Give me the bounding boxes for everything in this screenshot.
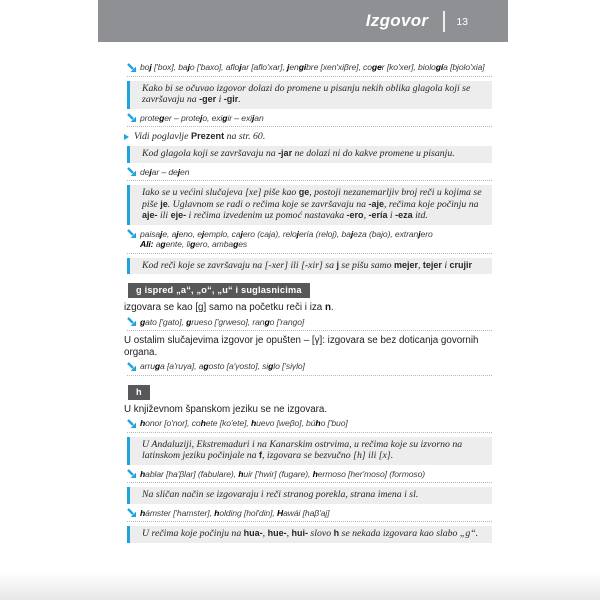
- note-box: [127, 258, 492, 275]
- example-line: [127, 317, 492, 332]
- example-text: [140, 229, 433, 250]
- example-arrow-icon: [127, 63, 140, 73]
- example-arrow-icon: [127, 317, 140, 327]
- example-line: [127, 469, 492, 484]
- example-text-line2: Ali: agente, ligero, ambages: [140, 239, 248, 249]
- example-line: [127, 361, 492, 376]
- note-text: Na sličan način se izgovaraju i reči stranog porekla, strana imena i sl.: [142, 489, 419, 500]
- note-text: U Andaluziji, Ekstremaduri i na Kanarskim ostrvima, u rečima koje su izvorno na latinskom jeziku počinjale na f, izgovara se bezvučno [h] ili [x].: [142, 438, 463, 461]
- section-header-label: g ispred „a“, „o“, „u“ i suglasnicima: [128, 283, 310, 298]
- example-line: [127, 167, 492, 182]
- note-box: [127, 81, 492, 109]
- note-box: [127, 487, 492, 504]
- note-box: [127, 146, 492, 163]
- page-bottom-shadow: [0, 572, 600, 600]
- page-content: [124, 62, 492, 547]
- note-text: U rečima koje počinju na hua-, hue-, hui- slovo h se nekada izgovara kao slabo „g“.: [142, 528, 479, 539]
- example-text-line1: paisaje, ajeno, ejemplo, cajero (caja), relojería (reloj), bajeza (bajo), extranjero: [140, 228, 433, 239]
- example-arrow-icon: [127, 419, 140, 429]
- note-text: Kod glagola koji se završavaju na -jar ne dolazi ni do kakve promene u pisanju.: [142, 148, 455, 159]
- body-text: U ostalim slučajevima izgovor je opušten – [γ]: izgovara se bez doticanja govornih organa.: [124, 335, 479, 358]
- section-header-g: [128, 280, 492, 298]
- section-header-label: h: [128, 385, 150, 400]
- note-text: Kod reči koje se završavaju na [-xer] ili [-xir] sa j se pišu samo mejer, tejer i crujir: [142, 259, 473, 271]
- example-text: gato ['gato], grueso ['grweso], rango ['rango]: [140, 316, 305, 327]
- note-box: [127, 526, 492, 543]
- example-text: boj ['box], bajo ['baxo], aflojar [aflo'xar], jengibre [xen'xiβre], coger [ko'xer], biología [bjolo'xia]: [140, 62, 485, 72]
- note-box: [127, 437, 492, 465]
- body-text: izgovara se kao [g] samo na početku reči i iza n.: [124, 302, 334, 313]
- example-arrow-icon: [127, 113, 140, 123]
- example-arrow-icon: [127, 167, 140, 177]
- body-text: U književnom španskom jeziku se ne izgovara.: [124, 403, 328, 415]
- page-header: [98, 0, 508, 42]
- example-line: [127, 62, 492, 77]
- header-divider: [443, 11, 445, 32]
- example-arrow-icon: [127, 508, 140, 518]
- section-header-h: [128, 382, 492, 400]
- example-text: hablar [ha'βlar] (fabulare), huir ['hwir] (fugare), hermoso [her'moso] (formoso): [140, 468, 426, 479]
- page-number: 13: [456, 16, 468, 28]
- triangle-bullet-icon: [124, 134, 129, 140]
- note-text: Iako se u većini slučajeva [xe] piše kao ge, postoji nezanemarljiv broj reči u kojima se piše je. Uglavnom se radi o rečima koje se završavaju na -aje, rečima koje počinju na aje- ili eje- i rečima izvedenim uz pomoć nastavaka -ero, -ería i -eza itd.: [142, 187, 482, 221]
- example-text: proteger – protejo, exigir – exijan: [140, 112, 264, 123]
- cross-reference-text: Vidi poglavlje Prezent na str. 60.: [134, 131, 266, 142]
- example-line: [127, 508, 492, 523]
- example-line: [127, 418, 492, 433]
- example-text: honor [o'nor], cohete [ko'ete], huevo [weβo], búho ['buo]: [140, 418, 348, 428]
- note-text: Kako bi se očuvao izgovor dolazi do promene u pisanju nekih oblika glagola koji se završavaju na -ger i -gir.: [142, 82, 471, 105]
- example-arrow-icon: [127, 362, 140, 372]
- example-arrow-icon: [127, 229, 140, 239]
- example-line: [127, 113, 492, 128]
- example-text: hámster ['hamster], holding [hol'din], Hawái [haβ'aj]: [140, 507, 330, 518]
- example-text: dejar – dejen: [140, 166, 190, 177]
- note-box: [127, 185, 492, 225]
- page-title: Izgovor: [365, 11, 429, 30]
- example-text: arruga [a'ruγa], agosto [a'γosto], siglo ['siγlo]: [140, 361, 305, 371]
- example-arrow-icon: [127, 469, 140, 479]
- example-line: [127, 229, 492, 254]
- cross-reference: [124, 131, 492, 142]
